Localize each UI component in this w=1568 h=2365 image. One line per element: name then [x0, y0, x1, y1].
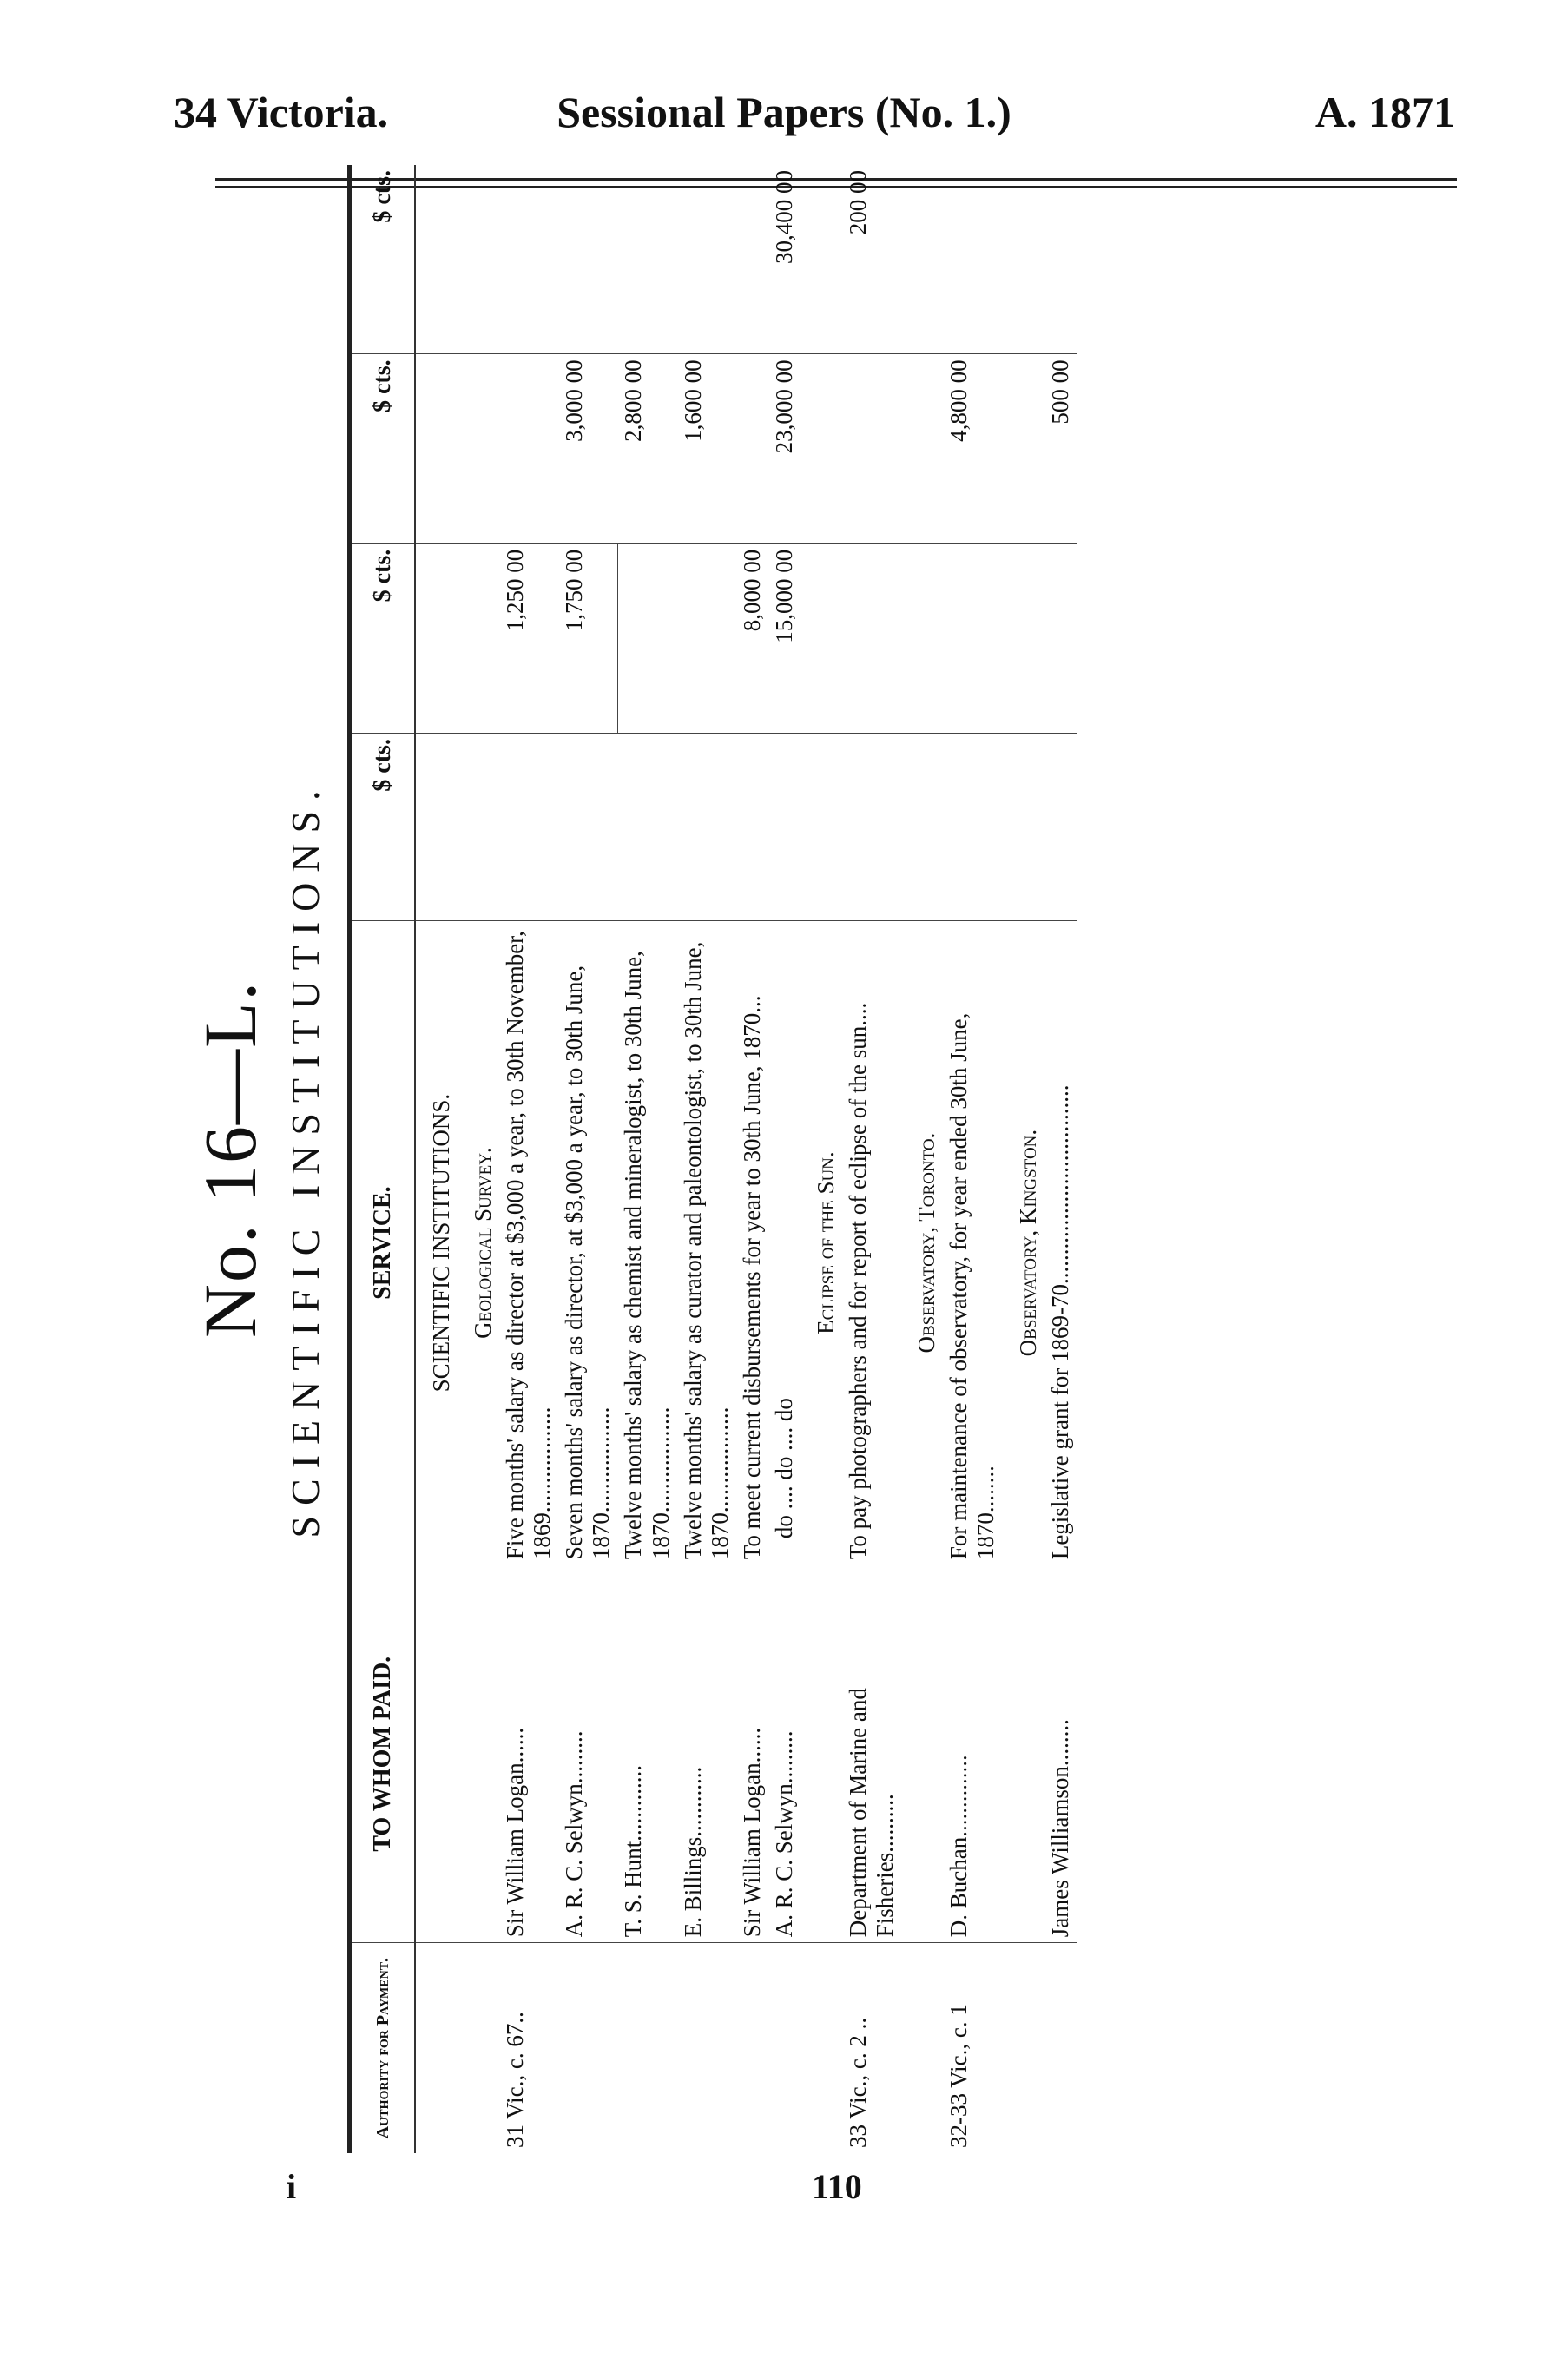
amount-cell: 4,800 00: [943, 354, 1002, 543]
table-row: [842, 165, 901, 2153]
header-papers: Sessional Papers (No. 1.): [557, 88, 1011, 136]
section-row: [458, 165, 499, 2153]
service-cell: do .... do .... do: [768, 921, 801, 1565]
document-title: SCIENTIFIC INSTITUTIONS.: [283, 780, 327, 1538]
amount-cell: [842, 354, 901, 543]
table-row: [558, 165, 617, 2153]
section-row: [1003, 165, 1044, 2153]
amount-cell: [1044, 165, 1077, 354]
payments-table: [347, 165, 1077, 2153]
authority-cell: 32-33 Vic., c. 1: [945, 2004, 972, 2148]
col-amount-1: $ cts.: [350, 734, 416, 921]
amount-cell: [943, 165, 1002, 354]
amount-cell: [499, 165, 558, 354]
amount-cell: [617, 734, 676, 921]
amount-cell: 1,750 00: [558, 543, 617, 733]
amount-cell: 15,000 00: [768, 543, 801, 733]
authority-cell: [558, 1943, 617, 2153]
rotated-table-page: [152, 165, 1281, 2153]
section-eclipse: Eclipse of the Sun.: [800, 921, 842, 1565]
amount-cell: [677, 543, 736, 733]
section-row: [901, 165, 943, 2153]
table-row: [499, 165, 558, 2153]
header-year: A. 1871: [1314, 88, 1455, 136]
amount-cell: [499, 354, 558, 543]
col-amount-4: $ cts.: [350, 165, 416, 354]
amount-cell: [842, 543, 901, 733]
table-row: [617, 165, 676, 2153]
amount-cell: [768, 734, 801, 921]
authority-cell: 31 Vic., c. 67..: [502, 2012, 529, 2148]
amount-cell: [617, 543, 676, 733]
authority-cell: [736, 1943, 768, 2153]
amount-cell: [1044, 734, 1077, 921]
amount-cell: 1,250 00: [499, 543, 558, 733]
payee-cell: D. Buchan..............: [943, 1565, 1002, 1943]
payee-cell: Sir William Logan......: [736, 1565, 768, 1943]
table-row: [1044, 165, 1077, 2153]
service-cell: Five months' salary as director at $3,000 a year, to 30th November, 1869..................: [499, 921, 558, 1565]
table-row: [943, 165, 1002, 2153]
payee-cell: A. R. C. Selwyn.........: [558, 1565, 617, 1943]
amount-cell: [558, 165, 617, 354]
section-toronto: Observatory, Toronto.: [901, 921, 943, 1565]
amount-cell: [736, 354, 768, 543]
service-cell: To meet current disbursements for year to 30th June, 1870...: [736, 921, 768, 1565]
col-amount-2: $ cts.: [350, 543, 416, 733]
col-to-whom: TO WHOM PAID.: [350, 1565, 416, 1943]
amount-cell: [842, 734, 901, 921]
col-amount-3: $ cts.: [350, 354, 416, 543]
table-row: [736, 165, 768, 2153]
amount-cell: 500 00: [1044, 354, 1077, 543]
table-row: [677, 165, 736, 2153]
amount-cell: [677, 734, 736, 921]
header-session: 34 Victoria.: [174, 88, 389, 136]
amount-cell: [943, 543, 1002, 733]
service-cell: To pay photographers and for report of eclipse of the sun....: [842, 921, 901, 1565]
payee-cell: T. S. Hunt.............: [617, 1565, 676, 1943]
section-scientific: SCIENTIFIC INSTITUTIONS.: [415, 921, 458, 1565]
col-authority: Authority for Payment.: [350, 1943, 416, 2153]
amount-cell: [499, 734, 558, 921]
payee-cell: James Williamson........: [1044, 1565, 1077, 1943]
authority-cell: [617, 1943, 676, 2153]
section-kingston: Observatory, Kingston.: [1003, 921, 1044, 1565]
authority-cell: [1044, 1943, 1077, 2153]
authority-cell: [677, 1943, 736, 2153]
payee-cell: E. Billings............: [677, 1565, 736, 1943]
amount-cell: [943, 734, 1002, 921]
amount-cell: [558, 734, 617, 921]
amount-cell: 200 00: [842, 165, 901, 354]
payee-cell: A. R. C. Selwyn.........: [768, 1565, 801, 1943]
amount-cell: [736, 734, 768, 921]
section-geological: Geological Survey.: [458, 921, 499, 1565]
running-header: [0, 87, 1568, 148]
authority-cell: [768, 1943, 801, 2153]
amount-cell: 8,000 00: [736, 543, 768, 733]
col-service: SERVICE.: [350, 921, 416, 1565]
amount-cell: [677, 165, 736, 354]
page-number: 110: [812, 2167, 862, 2206]
amount-cell: 1,600 00: [677, 354, 736, 543]
amount-cell: [617, 165, 676, 354]
service-cell: Seven months' salary as director, at $3,000 a year, to 30th June, 1870..................: [558, 921, 617, 1565]
table-header-row: [350, 165, 416, 2153]
service-cell: Twelve months' salary as curator and paleontologist, to 30th June, 1870..................: [677, 921, 736, 1565]
document-number: No. 16—L.: [188, 979, 272, 1339]
service-cell: Legislative grant for 1869-70..................................: [1044, 921, 1077, 1565]
section-row: [800, 165, 842, 2153]
margin-mark: i: [287, 2167, 297, 2206]
amount-cell: 2,800 00: [617, 354, 676, 543]
amount-cell: 3,000 00: [558, 354, 617, 543]
amount-cell: [1044, 543, 1077, 733]
service-cell: For maintenance of observatory, for year ended 30th June, 1870........: [943, 921, 1002, 1565]
payee-cell: Sir William Logan......: [499, 1565, 558, 1943]
payee-cell: Department of Marine and Fisheries..........: [842, 1565, 901, 1943]
amount-cell: 30,400 00: [768, 165, 801, 354]
authority-cell: 33 Vic., c. 2 ..: [845, 2017, 872, 2148]
section-row: [415, 165, 458, 2153]
amount-cell: [736, 165, 768, 354]
amount-cell: 23,000 00: [768, 354, 801, 543]
service-cell: Twelve months' salary as chemist and mineralogist, to 30th June, 1870..................: [617, 921, 676, 1565]
table-row: [768, 165, 801, 2153]
